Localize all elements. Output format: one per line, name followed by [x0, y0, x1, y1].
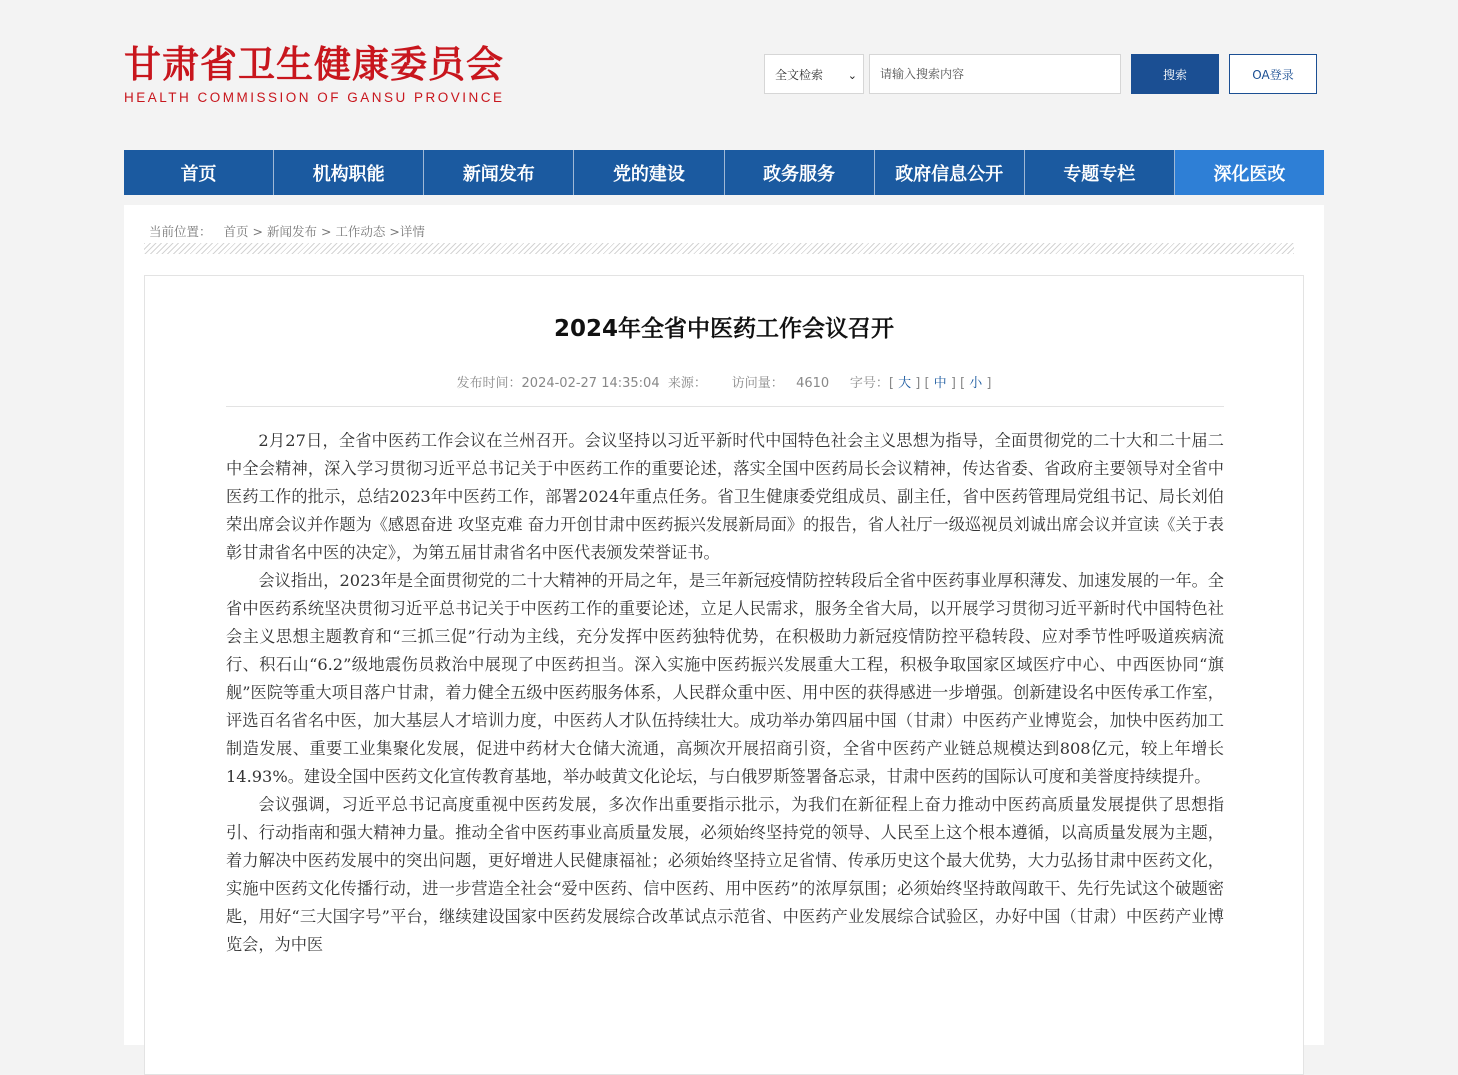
font-size-large[interactable]: 大 — [898, 376, 912, 391]
nav-item-news[interactable]: 新闻发布 — [424, 150, 574, 195]
breadcrumb-label: 当前位置： — [149, 224, 212, 239]
publish-time: 2024-02-27 14:35:04 — [521, 376, 660, 391]
oa-login-button[interactable]: OA登录 — [1229, 54, 1317, 94]
search-input[interactable] — [869, 54, 1121, 94]
nav-item-home[interactable]: 首页 — [124, 150, 274, 195]
breadcrumb-sep: > — [385, 224, 400, 239]
article-paragraph: 会议强调，习近平总书记高度重视中医药发展，多次作出重要指示批示，为我们在新征程上奋力推动中医药高质量发展提供了思想指引、行动指南和强大精神力量。推动全省中医药事业高质量发展，必须始终坚持党的领导、人民至上这个根本遵循，以高质量发展为主题，着力解决中医药发展中的突出问题，更好增进人民健康福祉；必须始终坚持立足省情、传承历史这个最大优势，大力弘扬甘肃中医药文化，实施中医药文化传播行动，进一步营造全社会“爱中医药、信中医药、用中医药”的浓厚氛围；必须始终坚持敢闯敢干、先行先试这个破题密匙，用好“三大国字号”平台，继续建设国家中医药发展综合改革试点示范省、中医药产业发展综合试验区，办好中国（甘肃）中医药产业博览会，为中医 — [226, 795, 1224, 954]
views-count: 4610 — [796, 376, 830, 391]
nav-item-party[interactable]: 党的建设 — [574, 150, 724, 195]
breadcrumb-home[interactable]: 首页 — [223, 224, 249, 239]
breadcrumb-news[interactable]: 新闻发布 — [266, 224, 317, 239]
nav-item-topics[interactable]: 专题专栏 — [1025, 150, 1175, 195]
font-size-label: 字号： — [849, 376, 889, 391]
nav-item-functions[interactable]: 机构职能 — [274, 150, 424, 195]
chevron-down-icon: ⌄ — [847, 69, 857, 82]
logo-chinese-title: 甘肃省卫生健康委员会 — [124, 43, 504, 86]
breadcrumb-sep: > — [248, 224, 267, 239]
source-label: 来源： — [667, 376, 707, 391]
font-size-medium[interactable]: 中 — [933, 376, 947, 391]
breadcrumb-sep: > — [316, 224, 336, 239]
meta-divider — [226, 406, 1224, 407]
article-box — [144, 275, 1304, 1075]
site-logo[interactable] — [124, 44, 505, 105]
font-size-small[interactable]: 小 — [969, 376, 983, 391]
article-paragraph: 2月27日，全省中医药工作会议在兰州召开。会议坚持以习近平新时代中国特色社会主义思想为指导，全面贯彻党的二十大和二十届二中全会精神，深入学习贯彻习近平总书记关于中医药工作的重要论述，落实全国中医药局长会议精神，传达省委、省政府主要领导对全省中医药工作的批示，总结2023年中医药工作，部署2024年重点任务。省卫生健康委党组成员、副主任，省中医药管理局党组书记、局长刘伯荣出席会议并作题为《感恩奋进 攻坚克难 奋力开创甘肃中医药振兴发展新局面》的报告，省人社厅一级巡视员刘诚出席会议并宣读《关于表彰甘肃省名中医的决定》，为第五届甘肃省名中医代表颁发荣誉证书。 — [226, 431, 1224, 562]
article-meta: 发布时间：2024-02-27 14:35:04 来源： 访问量： 4610 字号：[ 大 ] [ 中 ] [ 小 ] — [456, 376, 992, 391]
logo-english-title: HEALTH COMMISSION OF GANSU PROVINCE — [124, 90, 505, 105]
nav-item-reform[interactable]: 深化医改 — [1175, 150, 1324, 195]
content-panel — [124, 205, 1324, 1045]
search-scope-value: 全文检索 — [775, 67, 824, 82]
publish-label: 发布时间： — [456, 376, 522, 391]
article-body — [226, 427, 1224, 959]
breadcrumb-work-updates[interactable]: 工作动态 — [335, 224, 386, 239]
main-nav — [124, 150, 1324, 195]
article-paragraph: 会议指出，2023年是全面贯彻党的二十大精神的开局之年，是三年新冠疫情防控转段后全省中医药事业厚积薄发、加速发展的一年。全省中医药系统坚决贯彻习近平总书记关于中医药工作的重要论述，立足人民需求，服务全省大局，以开展学习贯彻习近平新时代中国特色社会主义思想主题教育和“三抓三促”行动为主线，充分发挥中医药独特优势，在积极助力新冠疫情防控平稳转段、应对季节性呼吸道疾病流行、积石山“6.2”级地震伤员救治中展现了中医药担当。深入实施中医药振兴发展重大工程，积极争取国家区域医疗中心、中西医协同“旗舰”医院等重大项目落户甘肃，着力健全五级中医药服务体系，人民群众重中医、用中医的获得感进一步增强。创新建设名中医传承工作室，评选百名省名中医，加大基层人才培训力度，中医药人才队伍持续壮大。成功举办第四届中国（甘肃）中医药产业博览会，加快中医药加工制造发展、重要工业集聚化发展，促进中药材大仓储大流通，高频次开展招商引资，全省中医药产业链总规模达到808亿元，较上年增长14.93%。建设全国中医药文化宣传教育基地，举办岐黄文化论坛，与白俄罗斯签署备忘录，甘肃中医药的国际认可度和美誉度持续提升。 — [226, 571, 1224, 786]
breadcrumb-current: 详情 — [399, 224, 425, 239]
breadcrumb — [149, 222, 425, 240]
hatch-divider — [144, 243, 1294, 254]
views-label: 访问量： — [731, 376, 784, 391]
nav-item-disclosure[interactable]: 政府信息公开 — [875, 150, 1025, 195]
search-scope-select[interactable] — [764, 54, 864, 94]
nav-item-services[interactable]: 政务服务 — [725, 150, 875, 195]
article-title: 2024年全省中医药工作会议召开 — [553, 316, 894, 342]
search-button[interactable]: 搜索 — [1131, 54, 1219, 94]
